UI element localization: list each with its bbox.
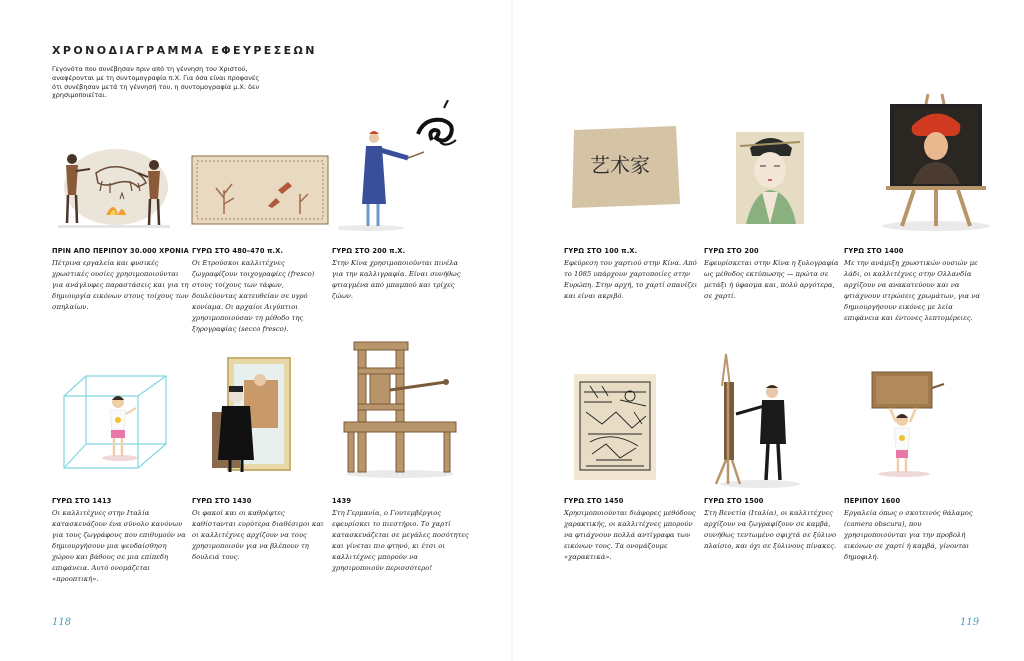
page-number-left: 118 [52, 617, 72, 628]
intro-paragraph: Γεγονότα που συνέβησαν πριν από τη γέννηση του Χριστού, αναφέρονται με τη συντομογραφία π.Χ. Για όσα είναι προφανές ότι συνέβησαν μετά τη γέννησή του, η συντομογραφία μ.Χ. δεν χρησιμοποιείται. [52, 65, 260, 100]
entry-text: Στην Κίνα χρησιμοποιούνται πινέλα για την καλλιγραφία. Είναι συνήθως φτιαγμένα από μπαμπού και τρίχες ζώων. [332, 259, 461, 300]
entry-date: ΓΥΡΩ ΣΤΟ 1500 [704, 497, 764, 505]
entry-date: ΓΥΡΩ ΣΤΟ 200 π.Χ. [332, 247, 406, 255]
portrait-easel-illustration [876, 92, 994, 234]
entry-text: Οι καλλιτέχνες στην Ιταλία κατασκευάζουν ένα σύνολο κανόνων για τους ζωγράφους που επιθυμούν να δημιουργήσουν μια ψευδαίσθηση χώρου και βάθους σε μια επίπεδη επιφάνεια. Αυτό ονομάζεται «προοπτική». [52, 509, 186, 583]
entry-text: Πέτρινα εργαλεία και φυσικές χρωστικές ουσίες χρησιμοποιούνται για ανάγλυφες παραστάσεις και για τη δημιουργία εικόνων στους τοίχους των σπηλαίων. [52, 259, 189, 311]
timeline-entry [192, 247, 330, 335]
entry-date: ΓΥΡΩ ΣΤΟ 480–470 π.Χ. [192, 247, 284, 255]
entry-date: ΠΕΡΙΠΟΥ 1600 [844, 497, 901, 505]
entry-text: Στη Βενετία (Ιταλία), οι καλλιτέχνες αρχίζουν να ζωγραφίζουν σε καμβά, συνήθως τεντωμένο σφιχτά σε ξύλινο πλαίσιο, και όχι σε ξύλινους πίνακες. [704, 509, 837, 550]
entry-text: Στη Γερμανία, ο Γουτεμβέργιος εφευρίσκει το πιεστήριο. Το χαρτί κατασκευάζεται σε μεγάλες ποσότητες και γίνεται πιο φτηνό, κι έτσι οι καλλιτέχνες μπορούν να χρησιμοποιούν περισσότερο! [332, 509, 469, 572]
canvas-painter-illustration [712, 352, 802, 490]
page-number-right: 119 [960, 617, 980, 628]
perspective-cube-illustration [56, 372, 174, 472]
paper-characters: 艺术家 [590, 153, 650, 177]
timeline-entry [844, 497, 982, 563]
entry-date: ΓΥΡΩ ΣΤΟ 1400 [844, 247, 904, 255]
entry-text: Με την ανάμιξη χρωστικών ουσιών με λάδι, οι καλλιτέχνες στην Ολλανδία αρχίζουν να ανακατεύουν και να φτιάχνουν στρώσεις χρωμάτων, για να δημιουργήσουν εικόνες με λεία επιφάνεια και έντονες λεπτομέρειες. [844, 259, 981, 322]
entry-date: ΓΥΡΩ ΣΤΟ 1413 [52, 497, 112, 505]
calligrapher-illustration [338, 100, 462, 232]
timeline-entry [52, 497, 190, 585]
entry-text: Εργαλεία όπως ο σκοτεινός θάλαμος (camera obscura), που χρησιμοποιούνται για την προβολή εικόνων σε χαρτί ή καμβά, γίνονται δημοφιλή. [844, 509, 973, 561]
entry-date: ΠΡΙΝ ΑΠΟ ΠΕΡΙΠΟΥ 30.000 ΧΡΟΝΙΑ [52, 247, 189, 255]
timeline-entry [332, 497, 470, 574]
timeline-entry [844, 247, 982, 324]
woodblock-print-illustration [734, 130, 806, 226]
timeline-entry [564, 247, 702, 302]
timeline-entry [564, 497, 702, 563]
camera-obscura-illustration [856, 368, 956, 480]
entry-text: Οι φακοί και οι καθρέφτες καθίστανται ευρύτερα διαθέσιμοι και οι καλλιτέχνες αρχίζουν να τους χρησιμοποιούν για να βλέπουν τη δουλειά τους. [192, 509, 324, 561]
entry-date: 1439 [332, 497, 352, 505]
cave-painting-illustration [50, 143, 174, 233]
etruscan-fresco-illustration [190, 154, 330, 226]
entry-text: Εφευρίσκεται στην Κίνα η ξυλογραφία ως μέθοδος εκτύπωσης — πρώτα σε μετάξι ή ύφασμα και, πολύ αργότερα, σε χαρτί. [704, 259, 839, 300]
engraving-print-illustration [572, 372, 658, 482]
timeline-entry [704, 247, 842, 302]
entry-date: ΓΥΡΩ ΣΤΟ 1450 [564, 497, 624, 505]
entry-date: ΓΥΡΩ ΣΤΟ 200 [704, 247, 759, 255]
mirror-artist-illustration [208, 356, 294, 474]
page-title: ΧΡΟΝΟΔΙΑΓΡΑΜΜΑ ΕΦΕΥΡΕΣΕΩΝ [52, 44, 317, 57]
paper-with-characters-illustration [568, 124, 684, 210]
entry-date: ΓΥΡΩ ΣΤΟ 1430 [192, 497, 252, 505]
entry-text: Οι Ετρούσκοι καλλιτέχνες ζωγραφίζουν τοιχογραφίες (fresco) στους τοίχους των τάφων, δουλεύοντας κατευθείαν σε υγρό κονίαμα. Οι αρχαίοι Αιγύπτιοι χρησιμοποιούσαν τη μέθοδο της ξηρογραφίας (secco fresco). [192, 259, 315, 333]
timeline-entry [332, 247, 470, 302]
timeline-entry [704, 497, 842, 552]
timeline-entry [192, 497, 330, 563]
entry-text: Χρησιμοποιούνται διάφορες μεθόδους χαρακτικής, οι καλλιτέχνες μπορούν να φτιάχνουν πολλά αντίγραφα των εικόνων τους. Τα ονομάζουμε «χαρακτικά». [564, 509, 696, 561]
timeline-entry [52, 247, 190, 313]
book-spine [511, 0, 513, 661]
entry-text: Εφεύρεση του χαρτιού στην Κίνα. Από το 1085 υπάρχουν χαρτοποιίες στην Ευρώπη. Στην αρχή, το χαρτί σπανίζει και είναι ακριβό. [564, 259, 698, 300]
entry-date: ΓΥΡΩ ΣΤΟ 100 π.Χ. [564, 247, 638, 255]
printing-press-illustration [340, 340, 460, 480]
